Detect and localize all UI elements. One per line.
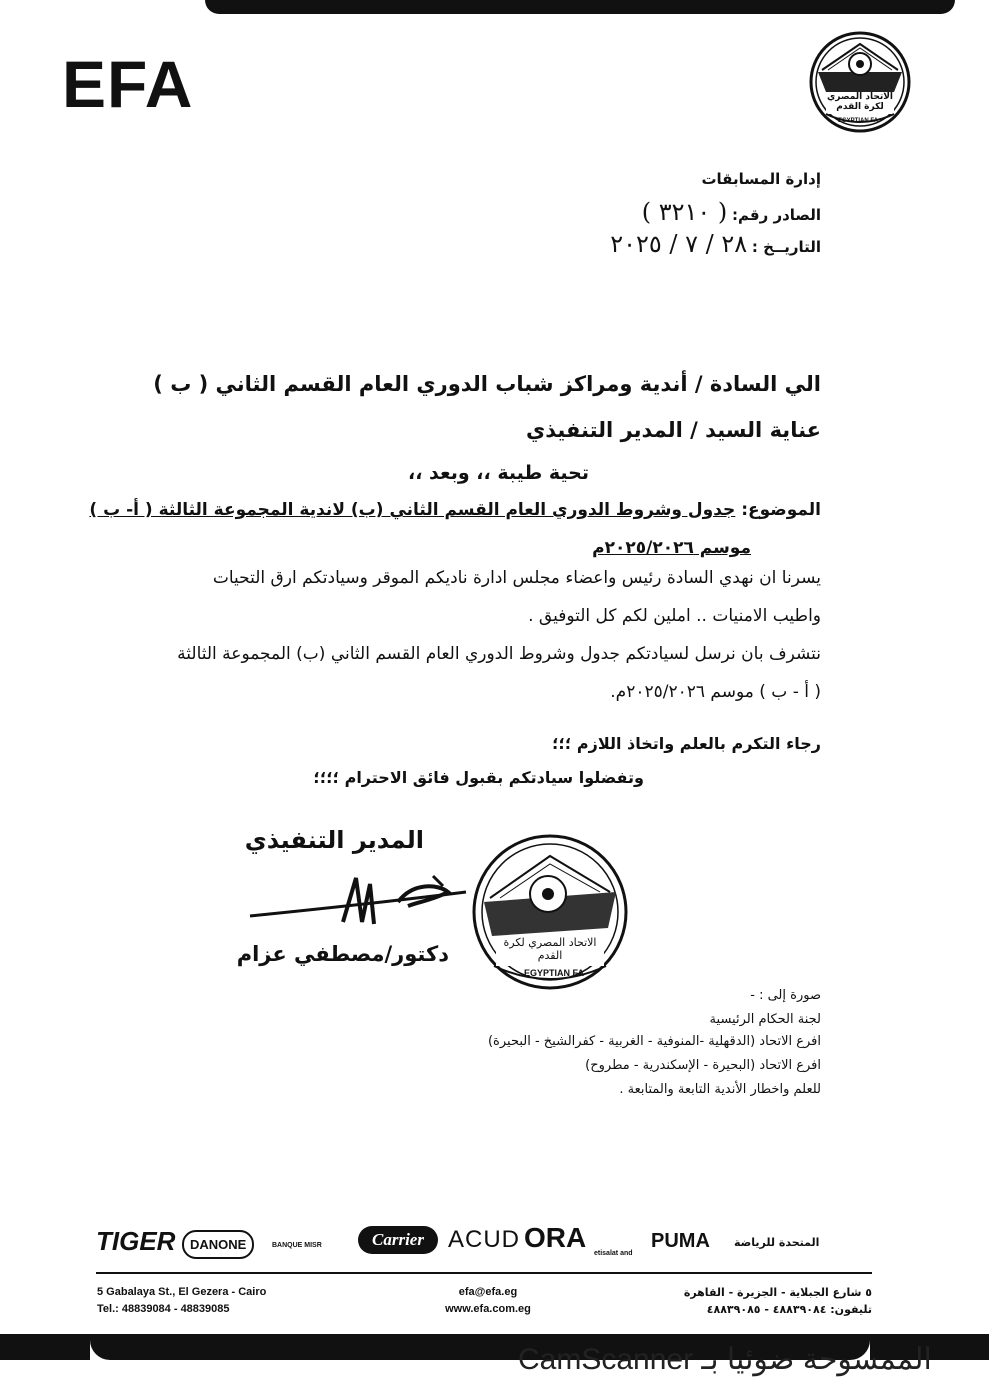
scan-edge-top [205, 0, 955, 14]
footer-email: efa@efa.eg [458, 1286, 518, 1298]
footer-address-en [97, 1284, 266, 1318]
emblem-text-ar: الاتحاد المصري لكرة القدم [827, 92, 893, 112]
sponsor-acud-logo: ACUD [448, 1226, 521, 1253]
cc-label: صورة إلى : - [750, 988, 821, 1003]
date-line [610, 230, 821, 258]
subject-text: جدول وشروط الدوري العام القسم الثاني (ب) لاندية المجموعة الثالثة ( أ- ب ) [89, 500, 736, 520]
cc-item: افرع الاتحاد (الدقهلية -المنوفية - الغربية - كفرالشيخ - البحيرة) [487, 1034, 821, 1049]
footer-rule [96, 1272, 872, 1274]
camscanner-watermark: الممسوحة ضوئيا بـ CamScanner [518, 1343, 932, 1376]
cc-item: افرع الاتحاد (البحيرة - الإسكندرية - مطروح) [585, 1058, 821, 1073]
subject-label: الموضوع: [741, 500, 821, 520]
cc-item: للعلم واخطار الأندية التابعة والمتابعة . [619, 1082, 821, 1097]
letter-request: رجاء التكرم بالعلم واتخاذ اللازم ؛؛؛ [552, 734, 821, 753]
footer-contact [428, 1284, 548, 1318]
ref-number: ( ٣٢١٠ ) [641, 198, 728, 226]
sponsor-tiger-logo: TIGER [96, 1226, 176, 1256]
date-label: التاريــخ : [751, 238, 821, 256]
paragraph-1-line-2: واطيب الامنيات .. املين لكم كل التوفيق . [528, 606, 821, 626]
sponsor-ora-logo: ORA [524, 1222, 587, 1253]
handwritten-signature [248, 862, 468, 942]
stamp-text-ar: الاتحاد المصري لكرة القدم [503, 936, 597, 962]
sponsor-etisalat-logo: etisalat and [594, 1250, 633, 1257]
letter-subject [89, 500, 821, 520]
ref-line [642, 198, 821, 226]
scan-edge-bottom-left [0, 1334, 90, 1360]
address-en-line: 5 Gabalaya St., El Gezera - Cairo [97, 1286, 267, 1298]
sponsor-puma-logo: PUMA [651, 1230, 710, 1252]
emblem-text-en: EGYPTIAN FA [838, 118, 879, 124]
date-value: ٢٨ / ٧ / ٢٠٢٥ [610, 230, 748, 258]
footer-address-ar [684, 1284, 872, 1318]
sponsor-banque-misr-logo: BANQUE MISR [272, 1242, 322, 1249]
efa-logo: EFA [62, 47, 194, 121]
sponsor-strip [96, 1222, 876, 1272]
department: إدارة المسابقات [701, 170, 821, 188]
signatory-name: دكتور/مصطفي عزام [236, 942, 449, 966]
sponsor-danone-logo: DANONE [182, 1230, 254, 1259]
letter-greeting: تحية طيبة ،، وبعد ،، [407, 462, 589, 484]
sponsor-carrier-logo: Carrier [358, 1226, 438, 1254]
sponsor-united-sports-logo: المتحدة للرياضة [734, 1236, 820, 1249]
ref-label: الصادر رقم: [732, 206, 821, 224]
phone-ar-line: تليفون: ٤٨٨٣٩٠٨٤ - ٤٨٨٣٩٠٨٥ [706, 1303, 872, 1316]
paragraph-2-line-1: نتشرف بان نرسل لسيادتكم جدول وشروط الدوري العام القسم الثاني (ب) المجموعة الثالثة [177, 644, 821, 664]
letter-closing: وتفضلوا سيادتكم بقبول فائق الاحترام ؛؛؛؛ [313, 768, 644, 787]
paragraph-2-line-2: ( أ - ب ) موسم ٢٠٢٥/٢٠٢٦م. [610, 682, 821, 702]
signatory-title: المدير التنفيذي [244, 826, 424, 854]
letter-addressee: الي السادة / أندية ومراكز شباب الدوري العام القسم الثاني ( ب ) [153, 372, 821, 396]
phone-en-line: Tel.: 48839084 - 48839085 [97, 1303, 230, 1315]
address-ar-line: ٥ شارع الجبلاية - الجزيرة - القاهرة [683, 1286, 872, 1299]
cc-item: لجنة الحكام الرئيسية [709, 1012, 821, 1027]
stamp-text-en: EGYPTIAN FA [524, 968, 585, 978]
paragraph-1-line-1: يسرنا ان نهدي السادة رئيس واعضاء مجلس ادارة ناديكم الموقر وسيادتكم ارق التحيات [212, 568, 821, 588]
footer-website: www.efa.com.eg [445, 1303, 531, 1315]
letter-season: موسم ٢٠٢٥/٢٠٢٦م [592, 538, 751, 558]
letter-attention: عناية السيد / المدير التنفيذي [525, 418, 821, 442]
